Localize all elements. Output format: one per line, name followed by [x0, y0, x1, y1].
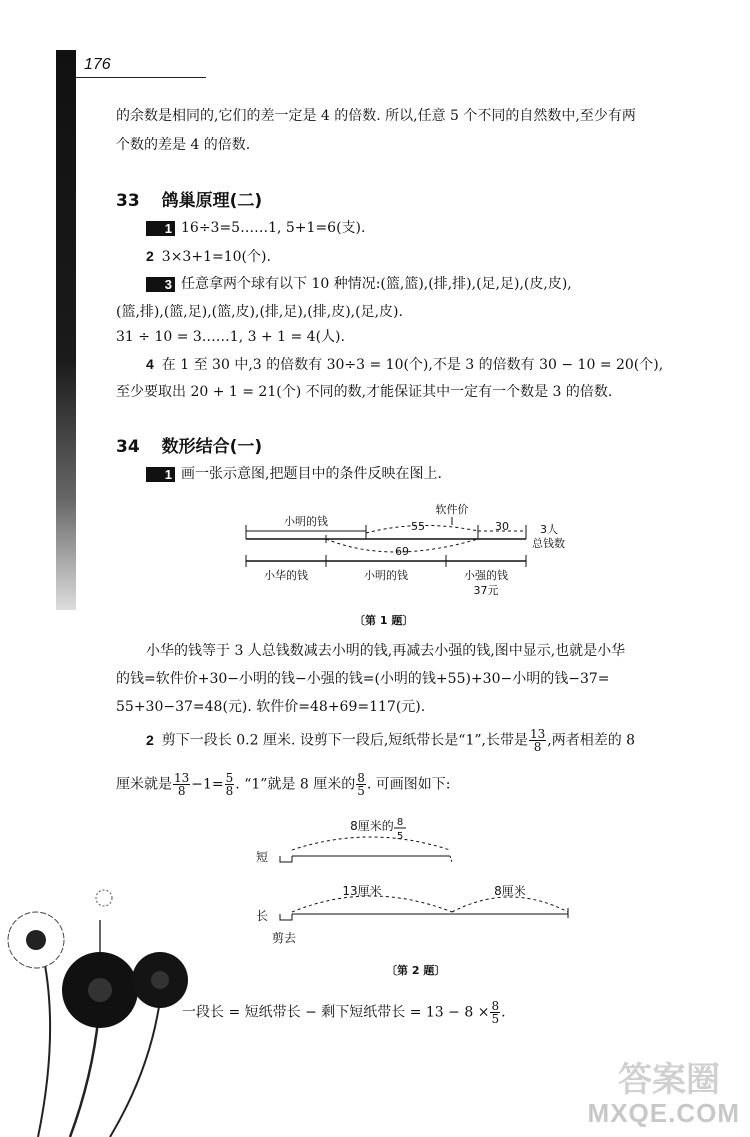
- frac-den: 8: [533, 740, 542, 754]
- s33-q4-line1: 在 1 至 30 中,3 的倍数有 30÷3 = 10(个),不是 3 的倍数有 30 − 10 = 20(个),: [161, 357, 664, 373]
- flower-head-left: [8, 912, 64, 968]
- s33-q3-line3: 31 ÷ 10 = 3……1, 3 + 1 = 4(人).: [116, 329, 345, 345]
- intro-line-1: 的余数是相同的,它们的差一定是 4 的倍数. 所以,任意 5 个不同的自然数中,至少有两: [116, 108, 636, 124]
- s33-q4-line2: 至少要取出 20 + 1 = 21(个) 不同的数,才能保证其中一定有一个数是 3 的倍数.: [116, 384, 613, 400]
- d1-xiaoming-bottom: 小明的钱: [364, 569, 408, 582]
- fraction-8-5: [490, 1000, 500, 1025]
- d2-short-cut: [280, 856, 292, 862]
- q2-text-a: 剪下一段长 0.2 厘米. 设剪下一段后,短纸带长是“1”,长带是: [161, 732, 528, 749]
- diagram-2: [250, 812, 580, 952]
- section-34-number: 34: [116, 437, 140, 457]
- frac-num: 13: [174, 771, 190, 785]
- flower-head-right: [132, 952, 188, 1008]
- fraction-5-8: [225, 772, 235, 797]
- q1-badge: 1: [146, 221, 175, 236]
- final-text-b: .: [501, 1004, 506, 1021]
- flower-illustration: [0, 880, 200, 1137]
- d1-xiaoqiang: 小强的钱: [464, 569, 508, 582]
- s33-q3-line2: (篮,排),(篮,足),(篮,皮),(排,足),(排,皮),(足,皮).: [116, 304, 403, 320]
- q2-line2-b: −1=: [191, 776, 224, 793]
- flower-stem: [38, 950, 50, 1137]
- d2-dashed-top: [292, 837, 450, 850]
- frac-num: 13: [529, 727, 546, 741]
- section-34-title: 数形结合(一): [161, 437, 263, 457]
- frac-num: 8: [491, 999, 500, 1013]
- d2-8cm: 8厘米: [494, 884, 526, 898]
- section-33-title: 鸽巢原理(二): [161, 191, 263, 211]
- s33-q2-text: 3×3+1=10(个).: [161, 249, 271, 265]
- watermark-url: MXQE.COM: [587, 1098, 740, 1128]
- q2-line2-a: 厘米就是: [116, 776, 172, 793]
- d2-frac-num: 8: [396, 817, 404, 828]
- d2-dashed-13: [292, 896, 452, 912]
- d1-37-yuan: 37元: [473, 584, 499, 597]
- page-number: 176: [84, 56, 111, 73]
- d2-top-label: 8厘米的: [350, 819, 394, 833]
- frac-num: 5: [225, 771, 234, 785]
- explain-line-2: 的钱=软件价+30−小明的钱−小强的钱=(小明的钱+55)+30−小明的钱−37=: [116, 671, 610, 687]
- q4-number: 4: [146, 356, 154, 372]
- diagram-1: [230, 495, 590, 605]
- explain-line-1: 小华的钱等于 3 人总钱数减去小明的钱,再减去小强的钱,图中显示,也就是小华: [146, 643, 626, 659]
- caption-1: 〔第 1 题〕: [354, 614, 414, 627]
- q2-number-34: 2: [146, 731, 154, 748]
- s33-q3-line1: 任意拿两个球有以下 10 种情况:(篮,篮),(排,排),(足,足),(皮,皮),: [181, 276, 572, 292]
- flower-bud: [96, 890, 112, 906]
- d1-label-69: 69: [395, 545, 409, 558]
- q2-text-b: ,两者相差的 8: [547, 732, 636, 749]
- s33-q3: [146, 275, 572, 293]
- section-33-number: 33: [116, 191, 140, 211]
- d2-short: 短: [256, 850, 269, 864]
- final-line: [182, 1000, 506, 1025]
- frac-den: 5: [357, 784, 365, 798]
- d2-13cm: 13厘米: [342, 884, 382, 898]
- s34-q1: [146, 465, 442, 483]
- d1-xiaoming-top-label: 小明的钱: [284, 515, 328, 528]
- s33-q4: [146, 355, 663, 374]
- s33-q1-text: 16÷3=5……1, 5+1=6(支).: [181, 220, 366, 236]
- d1-xiaohua: 小华的钱: [264, 569, 308, 582]
- d1-label-30: 30: [495, 520, 509, 533]
- s33-q2: [146, 247, 271, 266]
- q3-badge: 3: [146, 277, 175, 292]
- d1-software-price: 软件价: [435, 503, 469, 516]
- sidebar-band: [56, 50, 76, 610]
- d1-three-people: 3人: [540, 523, 558, 536]
- intro-line-2: 个数的差是 4 的倍数.: [116, 137, 251, 153]
- fraction-13-8: [173, 772, 190, 797]
- flower-head-center: [62, 952, 138, 1028]
- s34-q2-line1: [146, 728, 635, 753]
- section-34-heading: [116, 432, 262, 457]
- d2-long-cut: [280, 914, 292, 920]
- d1-total-money: 总钱数: [532, 537, 565, 550]
- explain-line-3: 55+30−37=48(元). 软件价=48+69=117(元).: [116, 699, 426, 715]
- q2-number: 2: [146, 248, 154, 264]
- s34-q1-text: 画一张示意图,把题目中的条件反映在图上.: [181, 466, 442, 482]
- q2-line2-c: . “1”就是 8 厘米的: [235, 776, 356, 793]
- s34-q2-line2: [116, 772, 451, 797]
- s33-q1: [146, 219, 365, 237]
- d2-short-end: [450, 856, 452, 862]
- frac-den: 5: [491, 1012, 500, 1026]
- watermark-logo: 答案圈: [618, 1060, 720, 1100]
- caption-2: 〔第 2 题〕: [386, 964, 446, 977]
- fraction-13-8: [529, 728, 546, 753]
- final-text-a: 一段长 = 短纸带长 − 剩下短纸带长 = 13 − 8 ×: [182, 1004, 490, 1021]
- d2-dashed-8: [452, 897, 568, 912]
- d2-cut-label: 剪去: [272, 931, 297, 945]
- frac-num: 8: [357, 771, 365, 785]
- frac-den: 8: [225, 784, 234, 798]
- q1-badge-34: 1: [146, 467, 175, 482]
- q2-line2-d: . 可画图如下:: [366, 776, 451, 793]
- frac-den: 8: [177, 784, 186, 798]
- header-rule: [76, 77, 206, 78]
- d2-long: 长: [256, 909, 269, 923]
- fraction-8-5: [356, 772, 366, 797]
- d2-frac-den: 5: [396, 831, 404, 842]
- d1-label-55: 55: [411, 520, 425, 533]
- section-33-heading: [116, 186, 262, 211]
